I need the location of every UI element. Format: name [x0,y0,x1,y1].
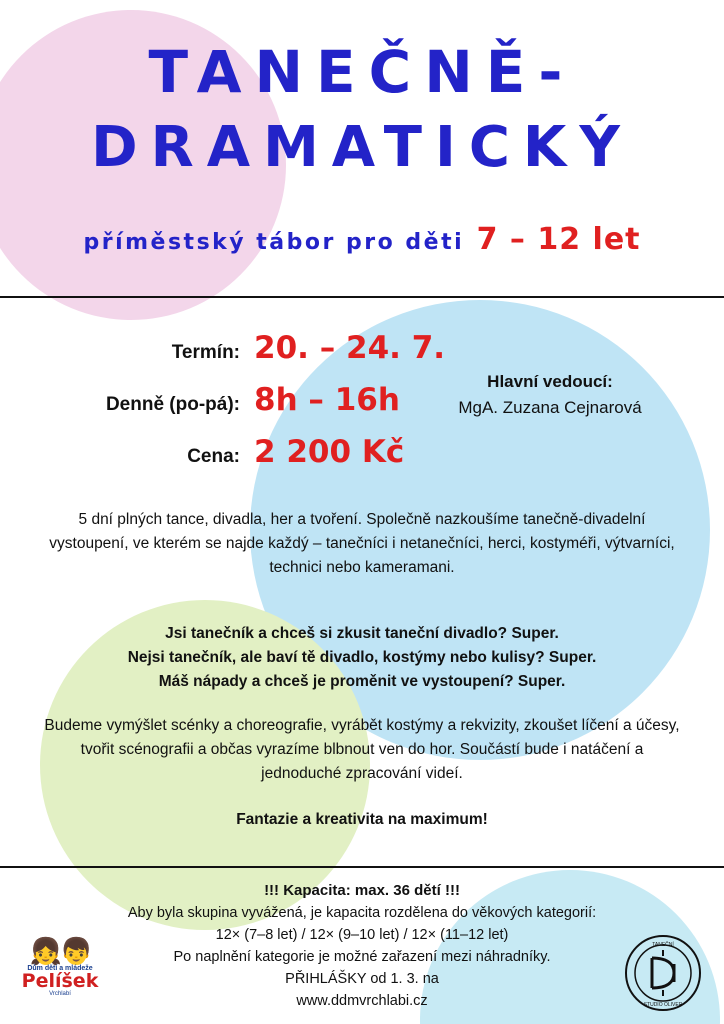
kids-illustration-icon: 👧👦 [29,936,91,966]
info-label-term: Termín: [171,342,240,363]
paragraph-slogan: Fantazie a kreativita na maximum! [236,811,488,828]
info-value-price: 2 200 Kč [254,434,405,470]
svg-text:TANEČNÍ: TANEČNÍ [652,942,674,948]
svg-text:STUDIO OLIVER: STUDIO OLIVER [643,1002,683,1008]
footer-block [42,880,682,1012]
capacity-text: !!! Kapacita: max. 36 dětí !!! [264,882,460,899]
question-line-1: Jsi tanečník a chceš si zkusit taneční divadlo? Super. [165,625,559,642]
logo-left-line-2: Pelíšek [21,970,99,992]
info-label-price: Cena: [187,446,240,467]
subtitle-age-range: 7 – 12 let [476,222,641,257]
lead-instructor-block [400,372,700,418]
logo-taneczni-studio [624,934,702,1012]
info-label-daily: Denně (po-pá): [105,394,240,415]
title-line-2: DRAMATICKÝ [91,115,633,180]
lead-instructor-name: MgA. Zuzana Cejnarová [458,398,642,417]
dance-studio-emblem-icon [624,934,702,1012]
lead-instructor-label: Hlavní vedoucí: [487,372,613,391]
footer-line-2: 12× (7–8 let) / 12× (9–10 let) / 12× (11–12 let) [215,927,509,943]
info-row [60,434,460,486]
footer-line-1: Aby byla skupina vyvážená, je kapacita rozdělena do věkových kategorií: [127,905,597,921]
divider-bottom [0,866,724,868]
question-line-2: Nejsi tanečník, ale baví tě divadlo, kostýmy nebo kulisy? Super. [127,649,597,666]
title-line-1: TANEČNĚ- [148,38,576,106]
footer-line-3: Po naplnění kategorie je možné zařazení mezi náhradníky. [173,949,551,965]
logo-left-line-1: Dům dětí a mládeže [27,965,93,972]
divider-top [0,296,724,298]
logo-left-line-3: Vrchlabí [49,991,71,997]
info-value-daily: 8h – 16h [254,382,400,418]
website-link[interactable]: www.ddmvrchlabi.cz [296,993,428,1009]
poster-subtitle [0,222,724,257]
subtitle-text: příměstský tábor pro děti [83,230,465,255]
paragraph-questions [42,622,682,694]
poster-title [0,34,724,186]
question-line-3: Máš nápady a chceš je proměnit ve vystoupení? Super. [158,673,566,690]
paragraph-intro: 5 dní plných tance, divadla, her a tvoření. Společně nazkoušíme tanečně-divadelní vystoupení, ve kterém se najde každý – tanečníci i netanečníci, herci, kostyméři, výtvarníci, technici nebo kameramani. [49,511,675,576]
footer-line-4: PŘIHLÁŠKY od 1. 3. na [285,971,439,987]
info-value-term: 20. – 24. 7. [254,330,446,366]
paragraph-activities: Budeme vymýšlet scénky a choreografie, vyrábět kostýmy a rekvizity, zkoušet líčení a účesy, tvořit scénografii a občas vyrazíme blbnout ven do hor. Součástí bude i natáčení a jednoduché zpracování videí. [44,717,680,782]
logo-ddm-pelisek [18,938,102,1012]
